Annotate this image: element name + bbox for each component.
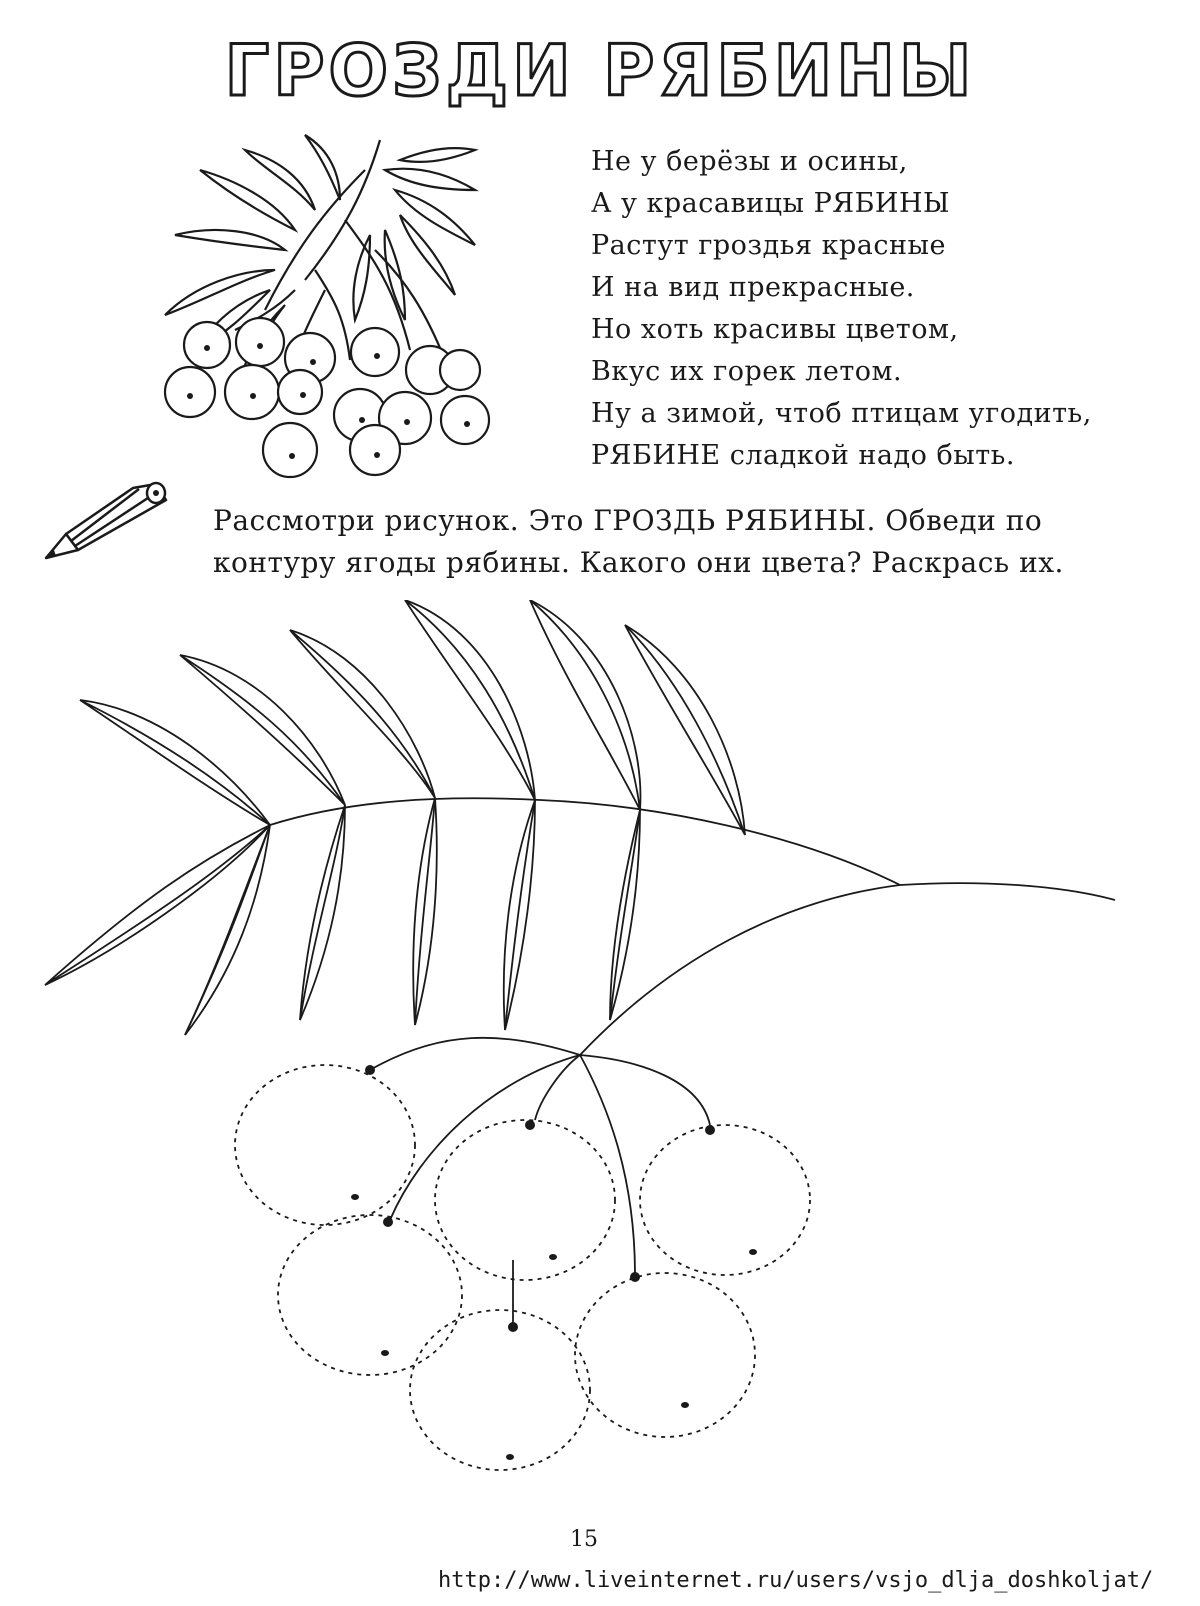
poem-line: Вкус их горек летом. [591,356,903,387]
poem-line: Но хоть красивы цветом, [591,314,959,345]
instruction-line: Рассмотри рисунок. Это ГРОЗДЬ РЯБИНЫ. Обведи по [213,504,1043,537]
poem-line: Ну а зимой, чтоб птицам угодить, [591,398,1092,429]
poem-line: И на вид прекрасные. [591,272,915,303]
rowan-cluster-illustration [145,130,515,490]
poem-line: А у красавицы РЯБИНЫ [591,188,951,219]
page-title: ГРОЗДИ РЯБИНЫ [224,30,976,112]
page-number: 15 [570,1527,598,1552]
poem-line: РЯБИНЕ сладкой надо быть. [591,440,1015,471]
source-url: http://www.liveinternet.ru/users/vsjo_dlja_doshkoljat/ [438,1568,1154,1593]
instruction-text [213,500,1113,584]
poem-line: Не у берёзы и осины, [591,146,908,177]
poem [591,141,1092,477]
instruction-line: контуру ягоды рябины. Какого они цвета? Раскрась их. [213,546,1064,579]
pencil-icon [38,480,173,580]
poem-line: Растут гроздья красные [591,230,946,261]
rowan-branch-tracing [20,600,1180,1500]
